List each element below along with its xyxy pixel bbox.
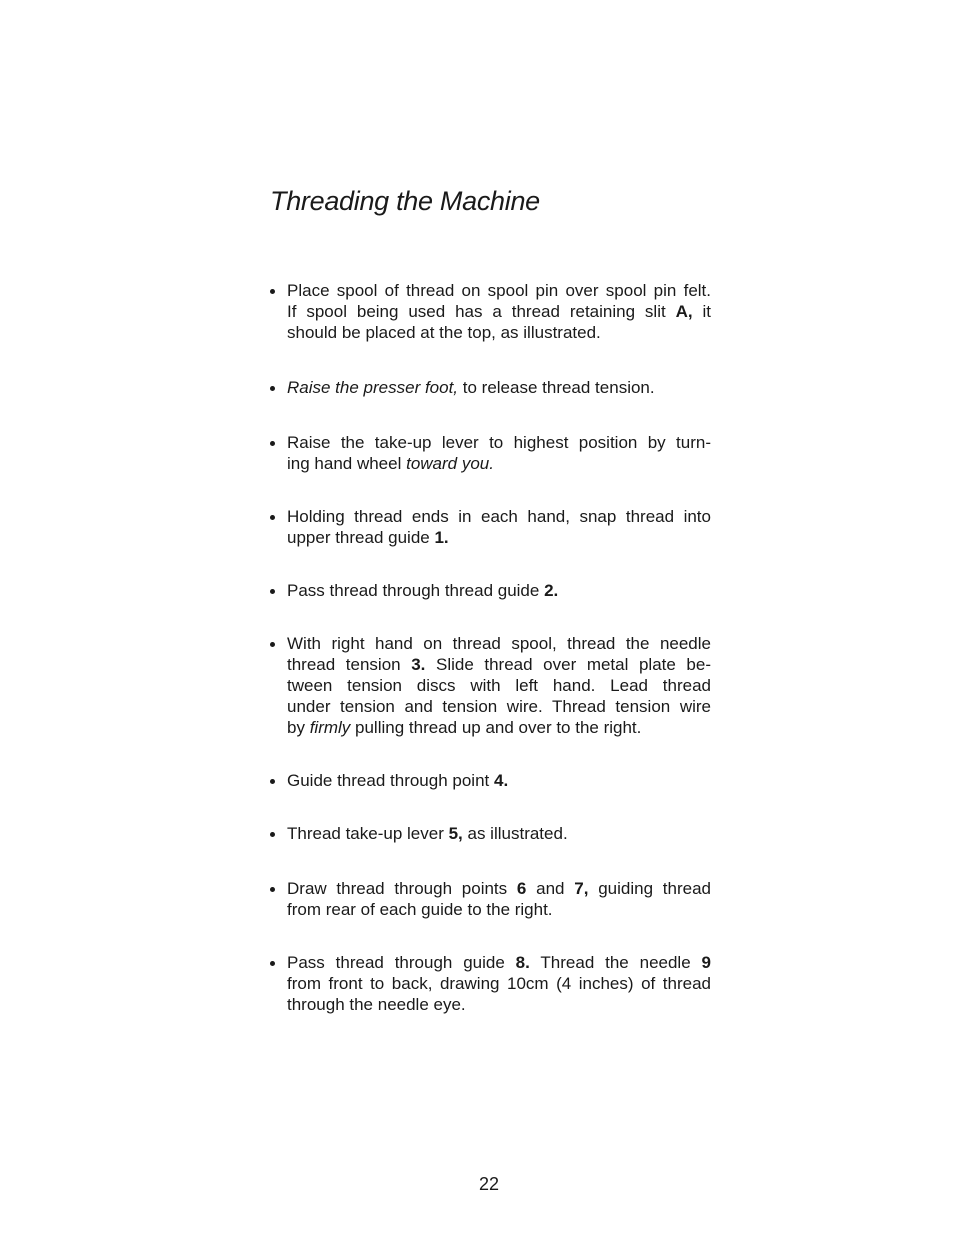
instruction-item bbox=[269, 580, 711, 601]
instruction-text: Place spool of thread on spool pin over spool pin felt. bbox=[287, 281, 711, 300]
instruction-text: Slide thread over metal plate be- bbox=[425, 655, 711, 674]
instruction-text: tween tension discs with left hand. Lead thread bbox=[287, 676, 711, 695]
instruction-text: 6 bbox=[516, 879, 527, 898]
instruction-item bbox=[269, 633, 711, 738]
instruction-text: as illustrated. bbox=[462, 824, 568, 843]
instruction-text: pulling thread up and over to the right. bbox=[350, 718, 642, 737]
instruction-text: ing hand wheel bbox=[287, 454, 407, 473]
instruction-item bbox=[269, 432, 711, 474]
bullet-icon bbox=[270, 642, 275, 647]
instruction-line bbox=[287, 696, 711, 717]
instruction-text: 2. bbox=[544, 581, 559, 600]
instruction-item bbox=[269, 823, 711, 844]
instruction-item bbox=[269, 878, 711, 920]
bullet-icon bbox=[270, 515, 275, 520]
instruction-item bbox=[269, 506, 711, 548]
instruction-line bbox=[287, 432, 711, 453]
instruction-line bbox=[287, 654, 711, 675]
instruction-line bbox=[287, 994, 711, 1015]
page-title: Threading the Machine bbox=[270, 186, 540, 216]
instruction-text: Holding thread ends in each hand, snap thread into bbox=[287, 507, 711, 526]
instruction-text: If spool being used has a thread retaining slit bbox=[287, 302, 676, 321]
instruction-line bbox=[287, 899, 711, 920]
instruction-text: to release thread tension. bbox=[458, 378, 655, 397]
instruction-item bbox=[269, 770, 711, 791]
instruction-line bbox=[287, 973, 711, 994]
bullet-icon bbox=[270, 779, 275, 784]
instruction-line bbox=[287, 675, 711, 696]
instruction-item bbox=[269, 952, 711, 1015]
instruction-text: it bbox=[692, 302, 711, 321]
bullet-icon bbox=[270, 961, 275, 966]
instruction-line bbox=[287, 878, 711, 899]
instruction-text: 8. bbox=[515, 953, 530, 972]
instruction-line bbox=[287, 633, 711, 654]
bullet-icon bbox=[270, 887, 275, 892]
instruction-text: With right hand on thread spool, thread the needle bbox=[287, 634, 711, 653]
instruction-text: Draw thread through points bbox=[287, 879, 517, 898]
instruction-text: toward you. bbox=[406, 454, 494, 473]
instruction-text: 4. bbox=[493, 771, 509, 790]
page-number: 22 bbox=[478, 1174, 500, 1194]
instruction-text: 5, bbox=[448, 824, 463, 843]
instruction-list bbox=[269, 280, 711, 1015]
instruction-line bbox=[287, 453, 711, 474]
instruction-text: 3. bbox=[411, 655, 426, 674]
instruction-text: Pass thread through thread guide bbox=[287, 581, 545, 600]
instruction-item bbox=[269, 280, 711, 343]
instruction-line bbox=[287, 580, 711, 601]
instruction-text: Pass thread through guide bbox=[287, 953, 516, 972]
bullet-icon bbox=[270, 589, 275, 594]
instruction-line bbox=[287, 952, 711, 973]
bullet-icon bbox=[270, 386, 275, 391]
instruction-text: upper thread guide bbox=[287, 528, 435, 547]
instruction-text: by bbox=[287, 718, 310, 737]
instruction-text: 9 bbox=[701, 953, 711, 972]
instruction-text: from front to back, drawing 10cm (4 inches) of thread bbox=[287, 974, 711, 993]
instruction-text: and bbox=[526, 879, 575, 898]
instruction-text: 7, bbox=[574, 879, 589, 898]
instruction-line bbox=[287, 322, 711, 343]
instruction-text: A, bbox=[675, 302, 693, 321]
instruction-text: Guide thread through point bbox=[287, 771, 494, 790]
instruction-item bbox=[269, 377, 711, 398]
instruction-text: Thread take-up lever bbox=[287, 824, 449, 843]
instruction-text: should be placed at the top, as illustrated. bbox=[287, 323, 601, 342]
instruction-line bbox=[287, 377, 711, 398]
instruction-line bbox=[287, 280, 711, 301]
instruction-text: from rear of each guide to the right. bbox=[287, 900, 553, 919]
instruction-text: through the needle eye. bbox=[287, 995, 466, 1014]
instruction-text: firmly bbox=[309, 718, 351, 737]
instruction-line bbox=[287, 527, 711, 548]
instruction-text: under tension and tension wire. Thread tension wire bbox=[287, 697, 711, 716]
instruction-text: Raise the take-up lever to highest position by turn- bbox=[287, 433, 711, 452]
bullet-icon bbox=[270, 441, 275, 446]
bullet-icon bbox=[270, 289, 275, 294]
instruction-text: guiding thread bbox=[588, 879, 711, 898]
instruction-line bbox=[287, 301, 711, 322]
instruction-text: 1. bbox=[434, 528, 449, 547]
instruction-line bbox=[287, 506, 711, 527]
instruction-text: thread tension bbox=[287, 655, 412, 674]
instruction-text: Raise the presser foot, bbox=[287, 378, 459, 397]
instruction-line bbox=[287, 770, 711, 791]
instruction-text: Thread the needle bbox=[529, 953, 702, 972]
instruction-line bbox=[287, 717, 711, 738]
bullet-icon bbox=[270, 832, 275, 837]
instruction-line bbox=[287, 823, 711, 844]
